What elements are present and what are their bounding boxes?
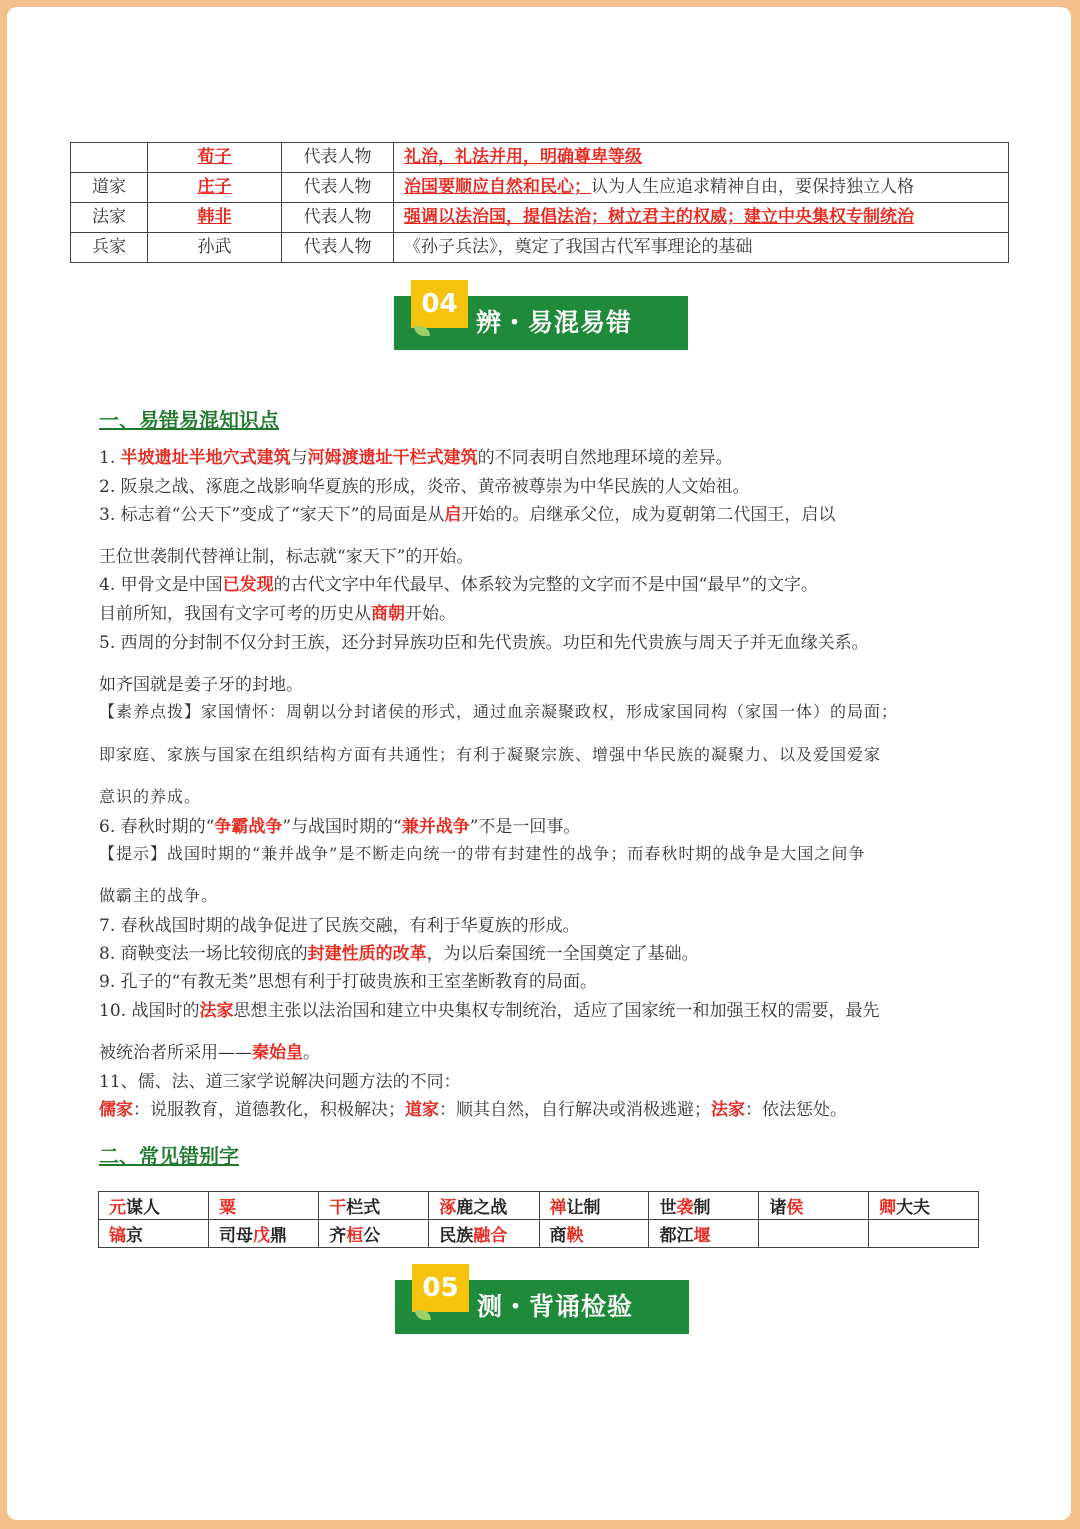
typo-char: 桓 — [346, 1226, 364, 1246]
normal-chars: 公 — [363, 1226, 381, 1246]
normal-chars: 诸 — [769, 1198, 787, 1218]
typo-char: 粟 — [218, 1198, 236, 1218]
section-heading: 二、常见错别字 — [99, 1144, 239, 1168]
tip-line: 【提示】战国时期的“兼并战争”是不断走向统一的带有封建性的战争；而春秋时期的战争是大国之间争 — [99, 844, 866, 863]
tip-line: 做霸主的战争。 — [99, 886, 219, 905]
table-row — [71, 233, 1009, 263]
text-line: 10. 战国时的法家思想主张以法治国和建立中央集权专制统治，适应了国家统一和加强王权的需要，最先 — [99, 1001, 880, 1021]
typo-char: 元 — [109, 1198, 126, 1218]
typo-char: 堰 — [693, 1226, 711, 1246]
section-badge-05 — [395, 1264, 689, 1321]
normal-chars: 大夫 — [896, 1198, 931, 1218]
typo-cell — [208, 1192, 318, 1220]
school-cell — [71, 143, 148, 173]
normal-chars: 谋人 — [126, 1198, 160, 1218]
table-row — [99, 1192, 979, 1220]
typo-cell — [99, 1192, 209, 1220]
description-highlight: 强调以法治国，提倡法治；树立君主的权威；建立中央集权专制统治 — [404, 207, 914, 227]
typo-cell — [539, 1192, 649, 1220]
typo-char: 涿 — [439, 1198, 457, 1218]
typo-cell — [319, 1220, 429, 1248]
normal-chars: 京 — [126, 1226, 143, 1246]
typo-cell — [869, 1220, 979, 1248]
text-line: 11、儒、法、道三家学说解决问题方法的不同： — [99, 1072, 461, 1092]
typo-cell — [649, 1192, 759, 1220]
section-heading: 一、易错易混知识点 — [99, 408, 279, 432]
normal-chars: 民族 — [439, 1226, 474, 1246]
typo-cell — [429, 1192, 539, 1220]
person-cell: 庄子 — [148, 173, 282, 203]
school-cell: 兵家 — [71, 233, 148, 263]
normal-chars: 让制 — [566, 1198, 601, 1218]
typo-cell — [429, 1220, 539, 1248]
text-line: 被统治者所采用——秦始皇。 — [99, 1043, 320, 1063]
typo-cell — [99, 1220, 209, 1248]
text-line: 7. 春秋战国时期的战争促进了民族交融，有利于华夏族的形成。 — [99, 916, 580, 936]
text-line: 2. 阪泉之战、涿鹿之战影响华夏族的形成，炎帝、黄帝被尊崇为中华民族的人文始祖。 — [99, 477, 750, 497]
description-text: 《孙子兵法》，奠定了我国古代军事理论的基础 — [404, 237, 753, 257]
person-cell: 孙武 — [148, 233, 282, 263]
typo-char: 侯 — [786, 1198, 804, 1218]
description-cell — [394, 173, 1009, 203]
document-page — [7, 7, 1071, 1520]
typo-table — [98, 1191, 979, 1248]
typo-char: 袭 — [676, 1198, 694, 1218]
badge-title: 测・背诵检验 — [477, 1292, 634, 1321]
typo-cell — [759, 1192, 869, 1220]
school-cell: 道家 — [71, 173, 148, 203]
typo-char: 禅 — [549, 1198, 567, 1218]
normal-chars: 都江 — [659, 1226, 694, 1246]
typo-char: 戊 — [252, 1226, 270, 1246]
typo-cell — [319, 1192, 429, 1220]
normal-chars: 齐 — [329, 1226, 347, 1246]
text-line: 6. 春秋时期的“争霸战争”与战国时期的“兼并战争”不是一回事。 — [99, 817, 581, 837]
tip-line: 【素养点拨】家国情怀：周朝以分封诸侯的形式，通过血亲凝聚政权，形成家国同构（家国一体）的局面； — [99, 702, 899, 721]
description-highlight: 治国要顺应自然和民心； — [404, 177, 591, 197]
badge-number: 05 — [412, 1264, 469, 1312]
typo-char: 卿 — [879, 1198, 897, 1218]
typo-char: 融合 — [473, 1226, 508, 1246]
typo-char: 鞅 — [566, 1226, 584, 1246]
description-text: 认为人生应追求精神自由，要保持独立人格 — [591, 177, 914, 197]
typo-cell — [869, 1192, 979, 1220]
table-row — [71, 173, 1009, 203]
table-row — [99, 1220, 979, 1248]
text-line: 1. 半坡遗址半地穴式建筑与河姆渡遗址干栏式建筑的不同表明自然地理环境的差异。 — [99, 448, 733, 468]
normal-chars: 鹿之战 — [456, 1198, 508, 1218]
school-cell: 法家 — [71, 203, 148, 233]
text-line: 王位世袭制代替禅让制，标志就“家天下”的开始。 — [99, 547, 474, 567]
description-cell — [394, 143, 1009, 173]
text-line: 5. 西周的分封制不仅分封王族，还分封异族功臣和先代贵族。功臣和先代贵族与周天子并无血缘关系。 — [99, 633, 869, 653]
normal-chars: 商 — [549, 1226, 567, 1246]
description-highlight: 礼治，礼法并用，明确尊卑等级 — [404, 147, 642, 167]
schools-table — [70, 142, 1009, 263]
person-cell: 荀子 — [148, 143, 282, 173]
typo-cell — [208, 1220, 318, 1248]
tip-line: 意识的养成。 — [99, 787, 202, 806]
role-cell: 代表人物 — [282, 233, 394, 263]
text-line: 儒家：说服教育，道德教化，积极解决；道家：顺其自然，自行解决或消极逃避；法家：依法惩处。 — [99, 1100, 847, 1120]
text-line: 3. 标志着“公天下”变成了“家天下”的局面是从启开始的。启继承父位，成为夏朝第二代国王，启以 — [99, 505, 836, 525]
normal-chars: 栏式 — [346, 1198, 381, 1218]
text-line: 目前所知，我国有文字可考的历史从商朝开始。 — [99, 604, 456, 624]
table-row — [71, 203, 1009, 233]
normal-chars: 鼎 — [269, 1226, 287, 1246]
person-cell: 韩非 — [148, 203, 282, 233]
role-cell: 代表人物 — [282, 173, 394, 203]
normal-chars: 制 — [693, 1198, 711, 1218]
text-line: 9. 孔子的“有教无类”思想有利于打破贵族和王室垄断教育的局面。 — [99, 972, 598, 992]
typo-cell — [539, 1220, 649, 1248]
typo-char: 干 — [329, 1198, 347, 1218]
text-line: 4. 甲骨文是中国已发现的古代文字中年代最早、体系较为完整的文字而不是中国“最早”的文字。 — [99, 575, 819, 595]
text-line: 如齐国就是姜子牙的封地。 — [99, 675, 303, 695]
role-cell: 代表人物 — [282, 203, 394, 233]
table-row — [71, 143, 1009, 173]
text-line: 8. 商鞅变法一场比较彻底的封建性质的改革，为以后秦国统一全国奠定了基础。 — [99, 944, 699, 964]
typo-cell — [759, 1220, 869, 1248]
normal-chars: 司母 — [218, 1226, 253, 1246]
badge-title: 辨・易混易错 — [476, 308, 633, 337]
tip-line: 即家庭、家族与国家在组织结构方面有共通性；有利于凝聚宗族、增强中华民族的凝聚力、以及爱国爱家 — [99, 745, 882, 764]
typo-cell — [649, 1220, 759, 1248]
section-badge-04 — [394, 280, 688, 337]
description-cell — [394, 233, 1009, 263]
description-cell — [394, 203, 1009, 233]
badge-number: 04 — [411, 280, 468, 328]
normal-chars: 世 — [659, 1198, 677, 1218]
typo-char: 镐 — [109, 1226, 126, 1246]
role-cell: 代表人物 — [282, 143, 394, 173]
